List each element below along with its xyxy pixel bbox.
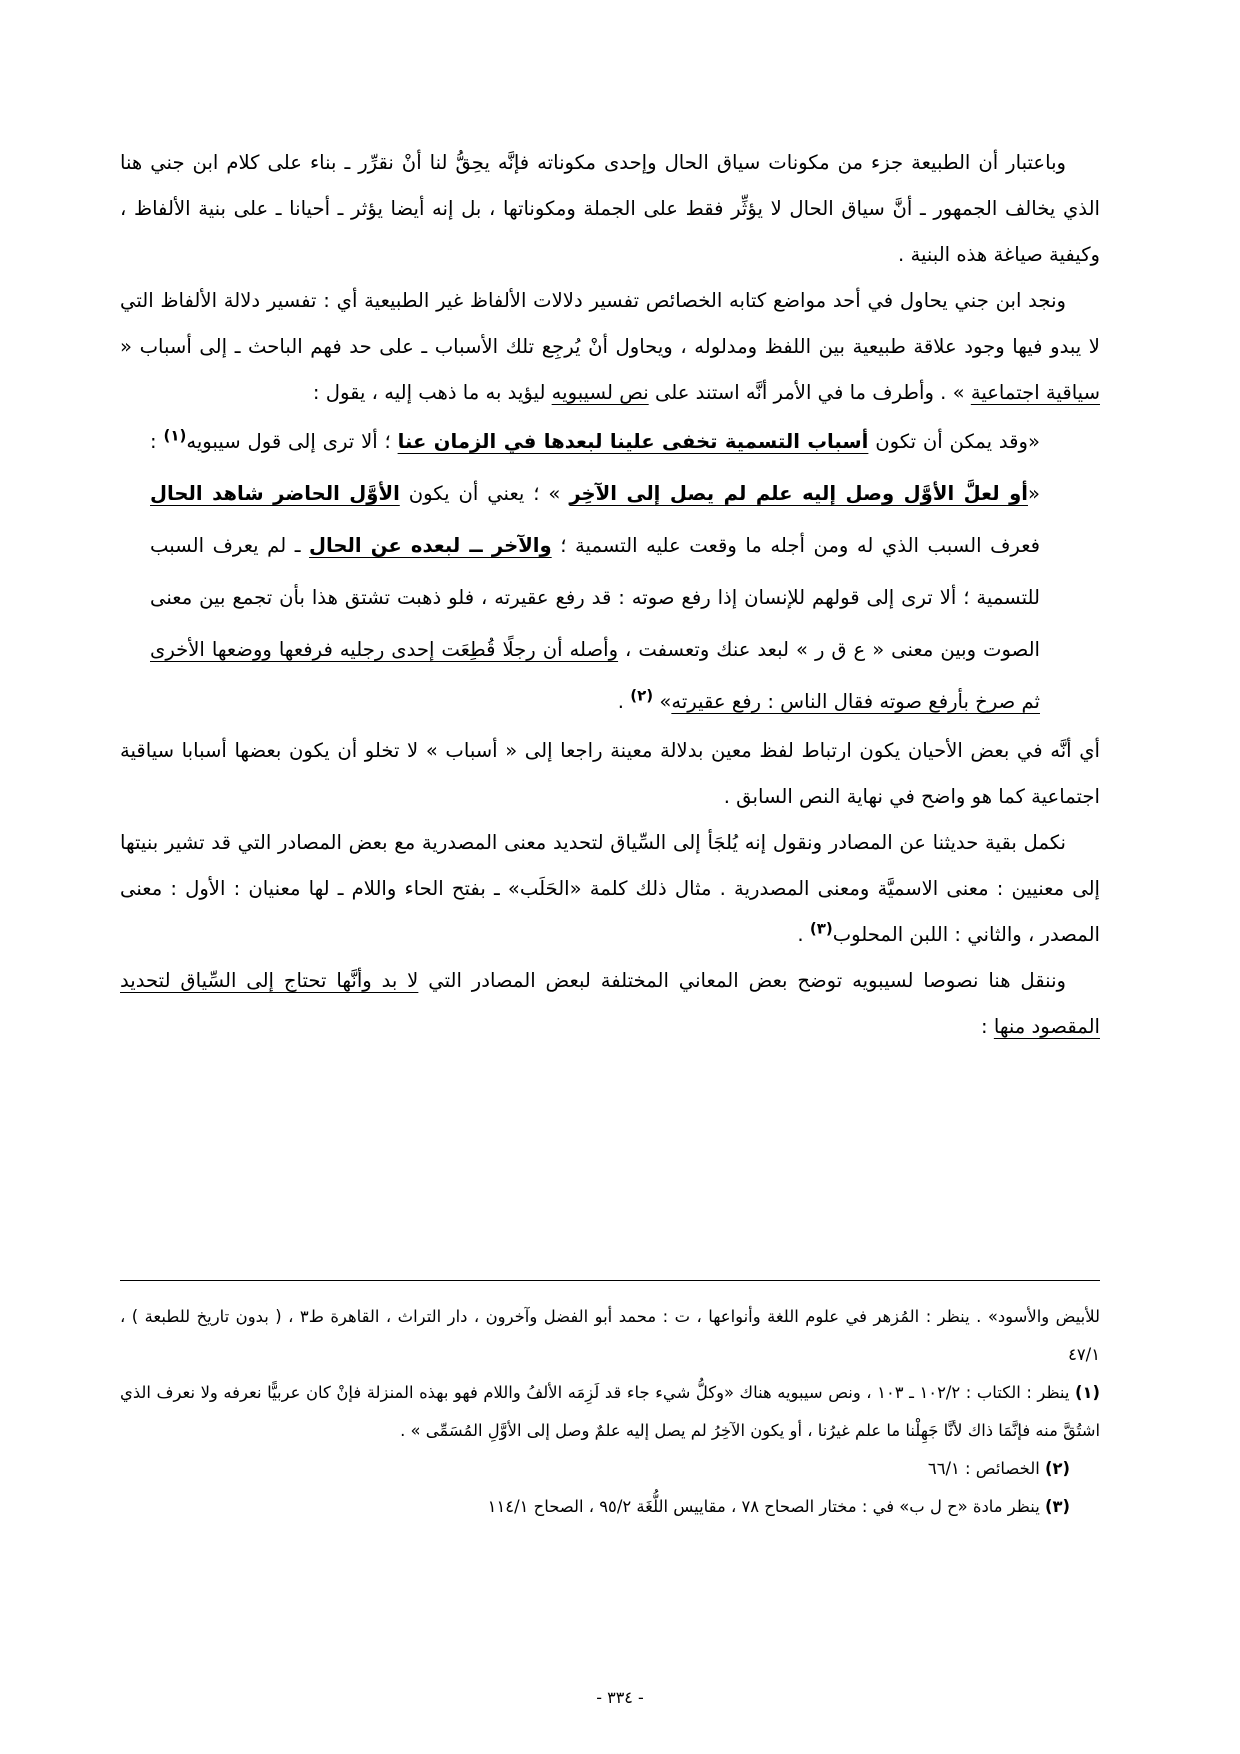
- underlined-phrase: وأصله أن رجلًا قُطِعَت إحدى رجليه فرفعها ووضعها الأخرى ثم صرخ بأرفع صوته فقال الناس : رفع عقيرته: [150, 638, 1040, 713]
- footnote-continuation: للأبيض والأسود» . ينظر : المُزهر في علوم اللغة وأنواعها ، ت : محمد أبو الفضل وآخرون ، دار التراث ، القاهرة ط٣ ، ( بدون تاريخ للطبعة ) ، ٤٧/١: [120, 1307, 1101, 1364]
- main-text: [120, 140, 1100, 1050]
- footnote-3: (٣) ينظر مادة «ح ل ب» في : مختار الصحاح ٧٨ ، مقاييس اللُّغَة ٩٥/٢ ، الصحاح ١١٤/١: [487, 1497, 1070, 1516]
- underlined-phrase: نص لسيبويه: [551, 381, 649, 404]
- footnote-ref-1: (١): [163, 426, 187, 445]
- footnote-1: (١) ينظر : الكتاب : ١٠٢/٢ ـ ١٠٣ ، ونص سيبويه هناك «وكلُّ شيء جاء قد لَزِمَه الألفُ واللام فهو بهذه المنزلة فإنْ كان عربيًّا نعرفه ولا نعرف الذي اشتُقَّ منه فإنَّمَا ذاك لأنَّا جَهِلْنا ما علم غيرُنا ، أو يكون الآخِرُ لم يصل إليه علمٌ وصل إلى الأوَّلِ المُسَمِّى » .: [120, 1383, 1100, 1440]
- underlined-phrase: لا بد وأنَّها تحتاج إلى السِّياق لتحديد المقصود منها: [120, 969, 1100, 1038]
- footnote-ref-2: (٢): [630, 686, 654, 705]
- footnotes: [120, 1298, 1100, 1526]
- quote-text: «وقد يمكن أن تكون أسباب التسمية تخفى علينا لبعدها في الزمان عنا ؛ ألا ترى إلى قول سيبويه$^{(١)}$ : «أو لعلَّ الأوَّل وصل إليه علم لم يصل إلى الآخِر » ؛ يعني أن يكون الأوَّل الحاضر شاهد الحال فعرف السبب الذي له ومن أجله ما وقعت عليه التسمية ؛ والآخر ــ لبعده عن الحال ـ لم يعرف السبب للتسمية ؛ ألا ترى إلى قولهم للإنسان إذا رفع صوته : قد رفع عقيرته ، فلو ذهبت تشتق هذا بأن تجمع بين معنى الصوت وبين معنى « ع ق ر » لبعد عنك وتعسفت ، وأصله أن رجلًا قُطِعَت إحدى رجليه فرفعها ووضعها الأخرى ثم صرخ بأرفع صوته فقال الناس : رفع عقيرته» $^{(٢)}$ .: [150, 426, 1041, 713]
- emphasized-phrase: أو لعلَّ الأوَّل وصل إليه علم لم يصل إلى الآخِر: [569, 482, 1028, 505]
- footnote-2: (٢) الخصائص : ٦٦/١: [927, 1459, 1070, 1478]
- underlined-phrase: سياقية اجتماعية: [970, 381, 1100, 404]
- paragraph-3: أي أنَّه في بعض الأحيان يكون ارتباط لفظ معين بدلالة معينة راجعا إلى « أسباب » لا تخلو أن يكون بعضها أسبابا سياقية اجتماعية كما هو واضح في نهاية النص السابق .: [120, 739, 1100, 808]
- footnote-ref-3: (٣): [809, 919, 833, 938]
- emphasized-phrase: أسباب التسمية تخفى علينا لبعدها في الزمان عنا: [397, 430, 869, 453]
- page-number: - ٣٣٤ -: [596, 1688, 644, 1707]
- paragraph-5: وننقل هنا نصوصا لسيبويه توضح بعض المعاني المختلفة لبعض المصادر التي لا بد وأنَّها تحتاج إلى السِّياق لتحديد المقصود منها :: [120, 969, 1100, 1038]
- paragraph-2: ونجد ابن جني يحاول في أحد مواضع كتابه الخصائص تفسير دلالات الألفاظ غير الطبيعية أي : تفسير دلالة الألفاظ التي لا يبدو فيها وجود علاقة طبيعية بين اللفظ ومدلوله ، ويحاول أنْ يُرجِع تلك الأسباب ـ على حد فهم الباحث ـ إلى أسباب « سياقية اجتماعية » . وأطرف ما في الأمر أنَّه استند على نص لسيبويه ليؤيد به ما ذهب إليه ، يقول :: [120, 289, 1100, 404]
- footnote-divider: [120, 1280, 1100, 1281]
- block-quote: [150, 416, 1040, 728]
- paragraph-1: وباعتبار أن الطبيعة جزء من مكونات سياق الحال وإحدى مكوناته فإنَّه يحِقُّ لنا أنْ نقرِّر ـ بناء على كلام ابن جني هنا الذي يخالف الجمهور ـ أنَّ سياق الحال لا يؤثِّر فقط على الجملة ومكوناتها ، بل إنه أيضا يؤثر ـ أحيانا ـ على بنية الألفاظ ، وكيفية صياغة هذه البنية .: [120, 151, 1100, 266]
- emphasized-phrase: الأوَّل الحاضر شاهد الحال: [150, 482, 400, 505]
- emphasized-phrase: والآخر ــ لبعده عن الحال: [309, 534, 552, 557]
- paragraph-4: نكمل بقية حديثنا عن المصادر ونقول إنه يُلجَأ إلى السِّياق لتحديد معنى المصدرية مع بعض المصادر التي قد تشير بنيتها إلى معنيين : معنى الاسميَّة ومعنى المصدرية . مثال ذلك كلمة «الحَلَب» ـ بفتح الحاء واللام ـ لها معنيان : الأول : معنى المصدر ، والثاني : اللبن المحلوب$^{(٣)}$ .: [120, 831, 1100, 946]
